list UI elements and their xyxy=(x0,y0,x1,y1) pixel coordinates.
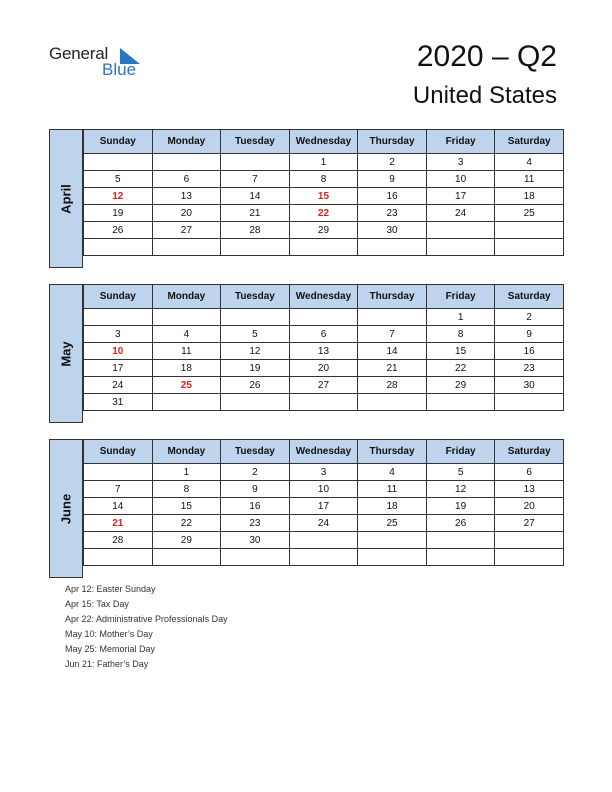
weekday-header: Monday xyxy=(152,130,221,154)
day-cell: 29 xyxy=(289,222,358,239)
page-subtitle: United States xyxy=(412,82,557,109)
day-cell: 13 xyxy=(289,343,358,360)
day-cell xyxy=(426,239,495,256)
day-cell xyxy=(358,394,427,411)
holiday-note: Apr 12: Easter Sunday xyxy=(65,584,156,594)
day-cell xyxy=(152,549,221,566)
weekday-header-row xyxy=(84,130,564,154)
day-cell: 21 xyxy=(84,515,153,532)
week-row xyxy=(84,394,564,411)
day-cell: 14 xyxy=(358,343,427,360)
day-cell: 17 xyxy=(289,498,358,515)
weekday-header: Saturday xyxy=(495,130,564,154)
weekday-header-row xyxy=(84,285,564,309)
weekday-header: Tuesday xyxy=(221,130,290,154)
day-cell: 19 xyxy=(221,360,290,377)
month-grid xyxy=(83,129,564,256)
weekday-header: Tuesday xyxy=(221,440,290,464)
day-cell: 31 xyxy=(84,394,153,411)
week-row xyxy=(84,498,564,515)
day-cell: 11 xyxy=(495,171,564,188)
day-cell: 11 xyxy=(152,343,221,360)
weekday-header: Tuesday xyxy=(221,285,290,309)
month-calendar-may xyxy=(49,284,564,423)
weekday-header: Thursday xyxy=(358,440,427,464)
day-cell: 2 xyxy=(221,464,290,481)
day-cell: 4 xyxy=(152,326,221,343)
day-cell xyxy=(495,532,564,549)
day-cell xyxy=(495,222,564,239)
day-cell: 7 xyxy=(221,171,290,188)
day-cell: 27 xyxy=(152,222,221,239)
day-cell: 7 xyxy=(358,326,427,343)
day-cell: 24 xyxy=(84,377,153,394)
month-name: April xyxy=(58,183,74,214)
day-cell: 5 xyxy=(426,464,495,481)
day-cell: 30 xyxy=(358,222,427,239)
day-cell xyxy=(289,549,358,566)
day-cell: 9 xyxy=(358,171,427,188)
day-cell: 20 xyxy=(152,205,221,222)
week-row xyxy=(84,481,564,498)
day-cell: 28 xyxy=(221,222,290,239)
week-row xyxy=(84,343,564,360)
day-cell: 23 xyxy=(495,360,564,377)
day-cell: 1 xyxy=(289,154,358,171)
day-cell xyxy=(358,239,427,256)
day-cell: 2 xyxy=(358,154,427,171)
day-cell: 3 xyxy=(289,464,358,481)
month-calendar-april xyxy=(49,129,564,268)
day-cell: 18 xyxy=(358,498,427,515)
day-cell xyxy=(289,309,358,326)
day-cell: 4 xyxy=(358,464,427,481)
weekday-header: Sunday xyxy=(84,130,153,154)
day-cell xyxy=(495,549,564,566)
day-cell xyxy=(426,222,495,239)
day-cell: 13 xyxy=(152,188,221,205)
week-row xyxy=(84,222,564,239)
day-cell: 29 xyxy=(152,532,221,549)
day-cell: 19 xyxy=(84,205,153,222)
day-cell: 3 xyxy=(84,326,153,343)
day-cell xyxy=(221,239,290,256)
day-cell: 16 xyxy=(358,188,427,205)
day-cell xyxy=(221,309,290,326)
brand-logo xyxy=(49,44,149,84)
day-cell xyxy=(495,394,564,411)
page-title: 2020 – Q2 xyxy=(416,40,557,73)
logo-text-blue: Blue xyxy=(102,60,137,79)
day-cell: 27 xyxy=(289,377,358,394)
day-cell xyxy=(358,309,427,326)
week-row xyxy=(84,239,564,256)
day-cell: 15 xyxy=(426,343,495,360)
day-cell xyxy=(221,549,290,566)
day-cell: 14 xyxy=(84,498,153,515)
day-cell: 6 xyxy=(289,326,358,343)
day-cell xyxy=(84,154,153,171)
day-cell: 13 xyxy=(495,481,564,498)
day-cell: 7 xyxy=(84,481,153,498)
day-cell xyxy=(152,239,221,256)
day-cell: 30 xyxy=(495,377,564,394)
day-cell: 8 xyxy=(152,481,221,498)
day-cell xyxy=(84,464,153,481)
weekday-header: Monday xyxy=(152,285,221,309)
day-cell xyxy=(358,532,427,549)
weekday-header: Wednesday xyxy=(289,285,358,309)
day-cell: 29 xyxy=(426,377,495,394)
day-cell: 17 xyxy=(426,188,495,205)
week-row xyxy=(84,515,564,532)
weekday-header: Sunday xyxy=(84,440,153,464)
day-cell xyxy=(221,154,290,171)
holiday-notes xyxy=(65,582,228,672)
month-label-panel xyxy=(49,439,83,578)
day-cell xyxy=(152,309,221,326)
week-row xyxy=(84,360,564,377)
week-row xyxy=(84,377,564,394)
day-cell: 26 xyxy=(84,222,153,239)
weekday-header: Friday xyxy=(426,285,495,309)
day-cell: 16 xyxy=(221,498,290,515)
day-cell: 21 xyxy=(221,205,290,222)
day-cell: 22 xyxy=(426,360,495,377)
day-cell: 12 xyxy=(221,343,290,360)
day-cell xyxy=(152,154,221,171)
day-cell: 26 xyxy=(426,515,495,532)
day-cell: 9 xyxy=(221,481,290,498)
day-cell: 11 xyxy=(358,481,427,498)
weekday-header: Thursday xyxy=(358,130,427,154)
day-cell: 4 xyxy=(495,154,564,171)
day-cell: 26 xyxy=(221,377,290,394)
month-label-panel xyxy=(49,129,83,268)
weekday-header: Monday xyxy=(152,440,221,464)
day-cell: 1 xyxy=(426,309,495,326)
week-row xyxy=(84,188,564,205)
day-cell: 9 xyxy=(495,326,564,343)
day-cell xyxy=(289,239,358,256)
day-cell: 16 xyxy=(495,343,564,360)
day-cell: 3 xyxy=(426,154,495,171)
weekday-header: Thursday xyxy=(358,285,427,309)
month-name: June xyxy=(58,493,74,524)
day-cell xyxy=(152,394,221,411)
day-cell: 14 xyxy=(221,188,290,205)
day-cell: 10 xyxy=(84,343,153,360)
day-cell xyxy=(84,239,153,256)
day-cell: 6 xyxy=(495,464,564,481)
day-cell: 21 xyxy=(358,360,427,377)
day-cell: 20 xyxy=(495,498,564,515)
week-row xyxy=(84,171,564,188)
day-cell: 18 xyxy=(495,188,564,205)
day-cell: 15 xyxy=(152,498,221,515)
weekday-header: Sunday xyxy=(84,285,153,309)
month-grid xyxy=(83,284,564,411)
weekday-header: Friday xyxy=(426,130,495,154)
holiday-note: Apr 22: Administrative Professionals Day xyxy=(65,614,228,624)
week-row xyxy=(84,464,564,481)
day-cell: 22 xyxy=(152,515,221,532)
day-cell xyxy=(84,549,153,566)
day-cell: 30 xyxy=(221,532,290,549)
day-cell: 25 xyxy=(152,377,221,394)
day-cell: 27 xyxy=(495,515,564,532)
month-grid xyxy=(83,439,564,566)
day-cell: 12 xyxy=(84,188,153,205)
day-cell: 8 xyxy=(426,326,495,343)
week-row xyxy=(84,309,564,326)
weekday-header: Friday xyxy=(426,440,495,464)
day-cell: 25 xyxy=(495,205,564,222)
day-cell xyxy=(221,394,290,411)
week-row xyxy=(84,326,564,343)
holiday-note: May 25: Memorial Day xyxy=(65,644,156,654)
day-cell: 10 xyxy=(426,171,495,188)
month-label-panel xyxy=(49,284,83,423)
day-cell: 23 xyxy=(221,515,290,532)
day-cell: 17 xyxy=(84,360,153,377)
day-cell xyxy=(495,239,564,256)
week-row xyxy=(84,532,564,549)
day-cell xyxy=(426,394,495,411)
weekday-header: Wednesday xyxy=(289,130,358,154)
day-cell: 8 xyxy=(289,171,358,188)
day-cell xyxy=(426,532,495,549)
day-cell: 15 xyxy=(289,188,358,205)
weekday-header: Saturday xyxy=(495,440,564,464)
week-row xyxy=(84,205,564,222)
holiday-note: Apr 15: Tax Day xyxy=(65,599,129,609)
day-cell: 1 xyxy=(152,464,221,481)
day-cell: 23 xyxy=(358,205,427,222)
weekday-header-row xyxy=(84,440,564,464)
day-cell: 2 xyxy=(495,309,564,326)
weekday-header: Wednesday xyxy=(289,440,358,464)
day-cell xyxy=(289,394,358,411)
logo-text-general: General xyxy=(49,44,109,63)
day-cell: 28 xyxy=(358,377,427,394)
holiday-note: May 10: Mother’s Day xyxy=(65,629,153,639)
day-cell: 18 xyxy=(152,360,221,377)
day-cell: 24 xyxy=(426,205,495,222)
day-cell: 12 xyxy=(426,481,495,498)
day-cell: 28 xyxy=(84,532,153,549)
day-cell: 5 xyxy=(221,326,290,343)
day-cell: 19 xyxy=(426,498,495,515)
month-name: May xyxy=(58,340,74,367)
day-cell: 10 xyxy=(289,481,358,498)
day-cell xyxy=(289,532,358,549)
day-cell: 20 xyxy=(289,360,358,377)
day-cell: 6 xyxy=(152,171,221,188)
day-cell: 22 xyxy=(289,205,358,222)
week-row xyxy=(84,549,564,566)
week-row xyxy=(84,154,564,171)
day-cell: 5 xyxy=(84,171,153,188)
weekday-header: Saturday xyxy=(495,285,564,309)
day-cell: 24 xyxy=(289,515,358,532)
month-calendar-june xyxy=(49,439,564,578)
day-cell: 25 xyxy=(358,515,427,532)
holiday-note: Jun 21: Father’s Day xyxy=(65,659,149,669)
day-cell xyxy=(84,309,153,326)
day-cell xyxy=(358,549,427,566)
day-cell xyxy=(426,549,495,566)
